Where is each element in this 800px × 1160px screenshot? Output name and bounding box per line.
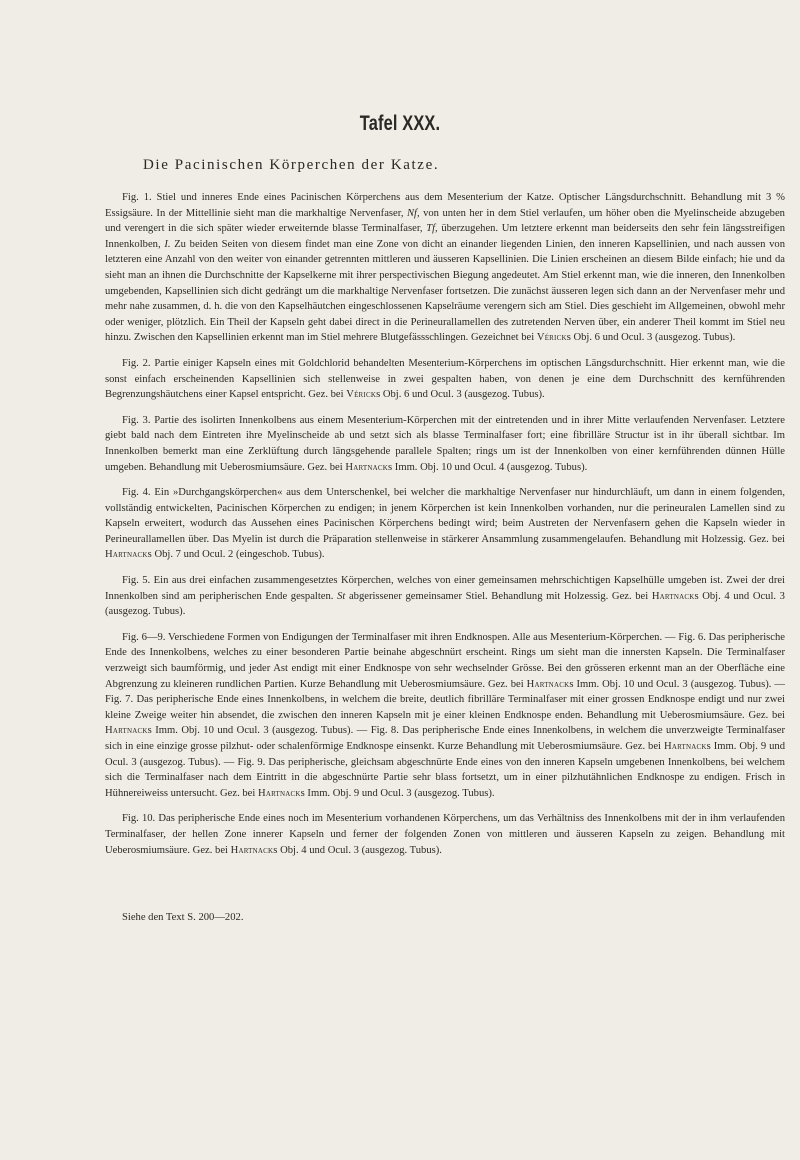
caption-paragraph-fig — [105, 811, 785, 858]
caption-text: Fig. 5. Ein aus drei einfachen zusammengesetztes Körperchen, welches von einer gemeinsamen mehrschichtigen Kapselhülle umgeben ist. Zwei der drei Innenkolben sind am peripherischen Ende gespalten. — [105, 575, 785, 602]
caption-text: s Imm. Obj. 10 und Ocul. 3 (ausgezog. Tubus). — Fig. 8. Das peripherische Ende eines Innenkolbens, in welchem die unverzweigte Terminalfaser sich in eine einzige grosse pilzhut- oder schalenförmige Endknospe einsenkt. Kurze Behandlung mit Ueberosmiumsäure. Gez. bei — [105, 725, 785, 752]
plate-title: Tafel XXX. — [359, 112, 441, 135]
caption-text: Fig. 2. Partie einiger Kapseln eines mit Goldchlorid behandelten Mesenterium-Körperchens im optischen Längsdurchschnitt. Hier erkennt man, wie die sonst einfach erscheinenden Kapsellinien sich stellenweise in zwei gespalten haben, von denen je eine dem Durchschnitt des kernführenden Begrenzungshäutchens einer Kapsel entspricht. Gez. bei — [105, 357, 785, 401]
author-name: Vérick — [346, 389, 377, 401]
caption-text: Zu beiden Seiten von diesem findet man eine Zone von dicht an einander liegenden Linien, den inneren Kapsellinien, und nach aussen von letzteren eine Anzahl von den weiter von einander getrennten mittleren und äusseren Kapsellinien. Die Linien erscheinen an diesem Bilde einfach; hie und da sieht man an ihnen die Durchschnitte der Kapselkerne mit ihrer perspectivischen Biegung angedeutet. Am Stiel erkennt man, wie die inneren, den Innenkolben umgebenden, Kapsellinien sich dicht gedrängt um die markhaltige Nervenfaser fortsetzen. Die zunächst äusseren legen sich dann an der Nervenfaser mehr und mehr nahe zusammen, d. h. die von den Kapselhäutchen eingeschlossenen Kapselräume verengern sich am Stiel. Dies geschieht im Allgemeinen, obwohl mehr oder weniger, plötzlich. Ein Theil der Kapseln geht dabei direct in die Perineurallamellen des zutretenden Nerven über, ein anderer Theil kommt im Stiel neu hinzu. Zwischen den Kapsellinien erkennt man im Stiel mehrere Blutgefässschlingen. Gezeichnet bei — [105, 238, 785, 344]
author-name: Hartnack — [345, 461, 389, 473]
author-name: Hartnack — [663, 741, 707, 752]
caption-text: s Imm. Obj. 9 und Ocul. 3 (ausgezog. Tubus). — Fig. 9. Das peripherische, gleichsam abgeschnürte Ende eines von den inneren Kapseln umgebenen Innenkolbens, bei welchem sich die Terminalfaser nach dem Eintritt in die abgeschnürte Partie sehr blass fortsetzt, um in einer pilzhutähnlichen Endknospe zu endigen. Frisch in Hühnereiweiss untersucht. Gez. bei — [105, 741, 785, 799]
figure-label: St — [337, 590, 346, 602]
caption-text: abgerissener gemeinsamer Stiel. Behandlung mit Holzessig. Gez. bei — [345, 590, 652, 602]
caption-text: Fig. 10. Das peripherische Ende eines noch im Mesenterium vorhandenen Körperchens, um das Verhältniss des Innenkolbens mit der in ihm verlaufenden Terminalfaser, der hellen Zone innerer Kapseln und ferner der folgenden Zonen von mittleren und äusseren Kapseln zu zeigen. Behandlung mit Ueberosmiumsäure. Gez. bei — [105, 813, 785, 856]
caption-text: s Obj. 6 und Ocul. 3 (ausgezog. Tubus). — [566, 332, 736, 344]
caption-text: von unten her in dem Stiel verlaufen, um höher oben die Myelinscheide abzugeben und verengert in die sich später wieder erweiternde blasse Terminalfaser, — [105, 207, 785, 235]
author-name: Hartnack — [105, 549, 148, 561]
text-reference: Siehe den Text S. 200—202. — [122, 912, 244, 923]
caption-text: s Obj. 6 und Ocul. 3 (ausgezog. Tubus). — [376, 389, 545, 401]
figure-captions — [105, 190, 785, 858]
caption-text: s Imm. Obj. 10 und Ocul. 3 (ausgezog. Tubus). — Fig. 7. Das peripherische Ende eines Innenkolbens, in welchem die breite, deutlich fibrilläre Terminalfaser mit einer grossen Endknospe endigt und nur zwei kleine Zweige weiter hin absendet, die zwischen den inneren Kapseln mit je einer kleinen Endknospe enden. Behandlung mit Ueberosmiumsäure. Gez. bei — [105, 678, 785, 721]
caption-text: Fig. 6—9. Verschiedene Formen von Endigungen der Terminalfaser mit ihren Endknospen. Alle aus Mesenterium-Körperchen. — Fig. 6. Das peripherische Ende des Innenkolbens, welches zu einer besonderen Partie beinahe abgeschnürt erscheint. Rings um sieht man die innersten Kapseln. Die Terminalfaser verzweigt sich baumförmig, und jeder Ast endigt mit einer Endknospe von sehr wechselnder Grösse. Bei den grösseren erkennt man an der Oberfläche eine Abgrenzung zu kleineren rundlichen Partien. Kurze Behandlung mit Ueberosmiumsäure. Gez. bei — [105, 631, 785, 690]
figure-label: Tf, — [426, 223, 438, 235]
figure-label: Nf, — [406, 207, 420, 219]
figure-label: I. — [164, 238, 171, 250]
caption-paragraph-fig — [105, 413, 785, 475]
author-name: Hartnack — [105, 725, 148, 737]
author-name: Hartnack — [526, 678, 570, 690]
caption-text: s Obj. 4 und Ocul. 3 (ausgezog. Tubus). — [105, 590, 785, 618]
caption-text: s Obj. 4 und Ocul. 3 (ausgezog. Tubus). — [273, 844, 442, 856]
caption-paragraph-fig — [105, 573, 785, 620]
caption-text: Fig. 4. Ein »Durchgangskörperchen« aus dem Unterschenkel, bei welcher die markhaltige Nervenfaser nur hindurchläuft, um dann in einem folgenden, vollständig entwickelten, Pacinischen Körperchen zu endigen; in jenem Körperchen ist kein Innenkolben vorhanden, nur die perineuralen Lamellen sind zu Kapseln erweitert, wodurch das Aussehen eines Pacinischen Körperchens bedingt wird; beim Austreten der Nervenfasern gehen die Kapseln wieder in Perineurallamellen über. Das Myelin ist durch die Präparation stellenweise in stärkerer Ansammlung zusammengelaufen. Behandlung mit Holzessig. Gez. bei — [105, 487, 785, 545]
caption-text: s Obj. 7 und Ocul. 2 (eingeschob. Tubus). — [147, 549, 325, 561]
caption-paragraph-fig — [105, 485, 785, 563]
caption-text: Fig. 3. Partie des isolirten Innenkolbens aus einem Mesenterium-Körperchen mit der eintretenden und in ihrer Mitte verlaufenden Nervenfaser. Letztere giebt bald nach dem Eintreten ihre Myelinscheide ab und setzt sich als blasse Terminalfaser fort; eine fibrilläre Structur ist in ihr überall sichtbar. Im Innenkolben bemerkt man eine Zerklüftung durch längsgehende parallele Spalten; rings um ist der Innenkolben von einer kernführenden dünnen Hülle umgeben. Behandlung mit Ueberosmiumsäure. Gez. bei — [105, 414, 785, 473]
caption-text: überzugehen. Um letztere erkennt man beiderseits den sehr fein längsstreifigen Innenkolben, — [105, 223, 785, 250]
author-name: Hartnack — [257, 787, 301, 799]
plate-subtitle: Die Pacinischen Körperchen der Katze. — [143, 157, 440, 173]
author-name: Vérick — [536, 332, 567, 344]
caption-paragraph-fig — [105, 190, 785, 346]
author-name: Hartnack — [651, 590, 695, 602]
caption-paragraph-fig — [105, 356, 785, 403]
caption-text: s Imm. Obj. 10 und Ocul. 4 (ausgezog. Tubus). — [388, 461, 588, 473]
author-name: Hartnack — [230, 844, 274, 856]
caption-text: s Imm. Obj. 9 und Ocul. 3 (ausgezog. Tubus). — [300, 787, 495, 799]
caption-paragraph-fig — [105, 630, 785, 802]
caption-text: Fig. 1. Stiel und inneres Ende eines Pacinischen Körperchens aus dem Mesenterium der Katze. Optischer Längsdurchschnitt. Behandlung mit 3 % Essigsäure. In der Mittellinie sieht man die markhaltige Nervenfaser, — [105, 192, 785, 219]
